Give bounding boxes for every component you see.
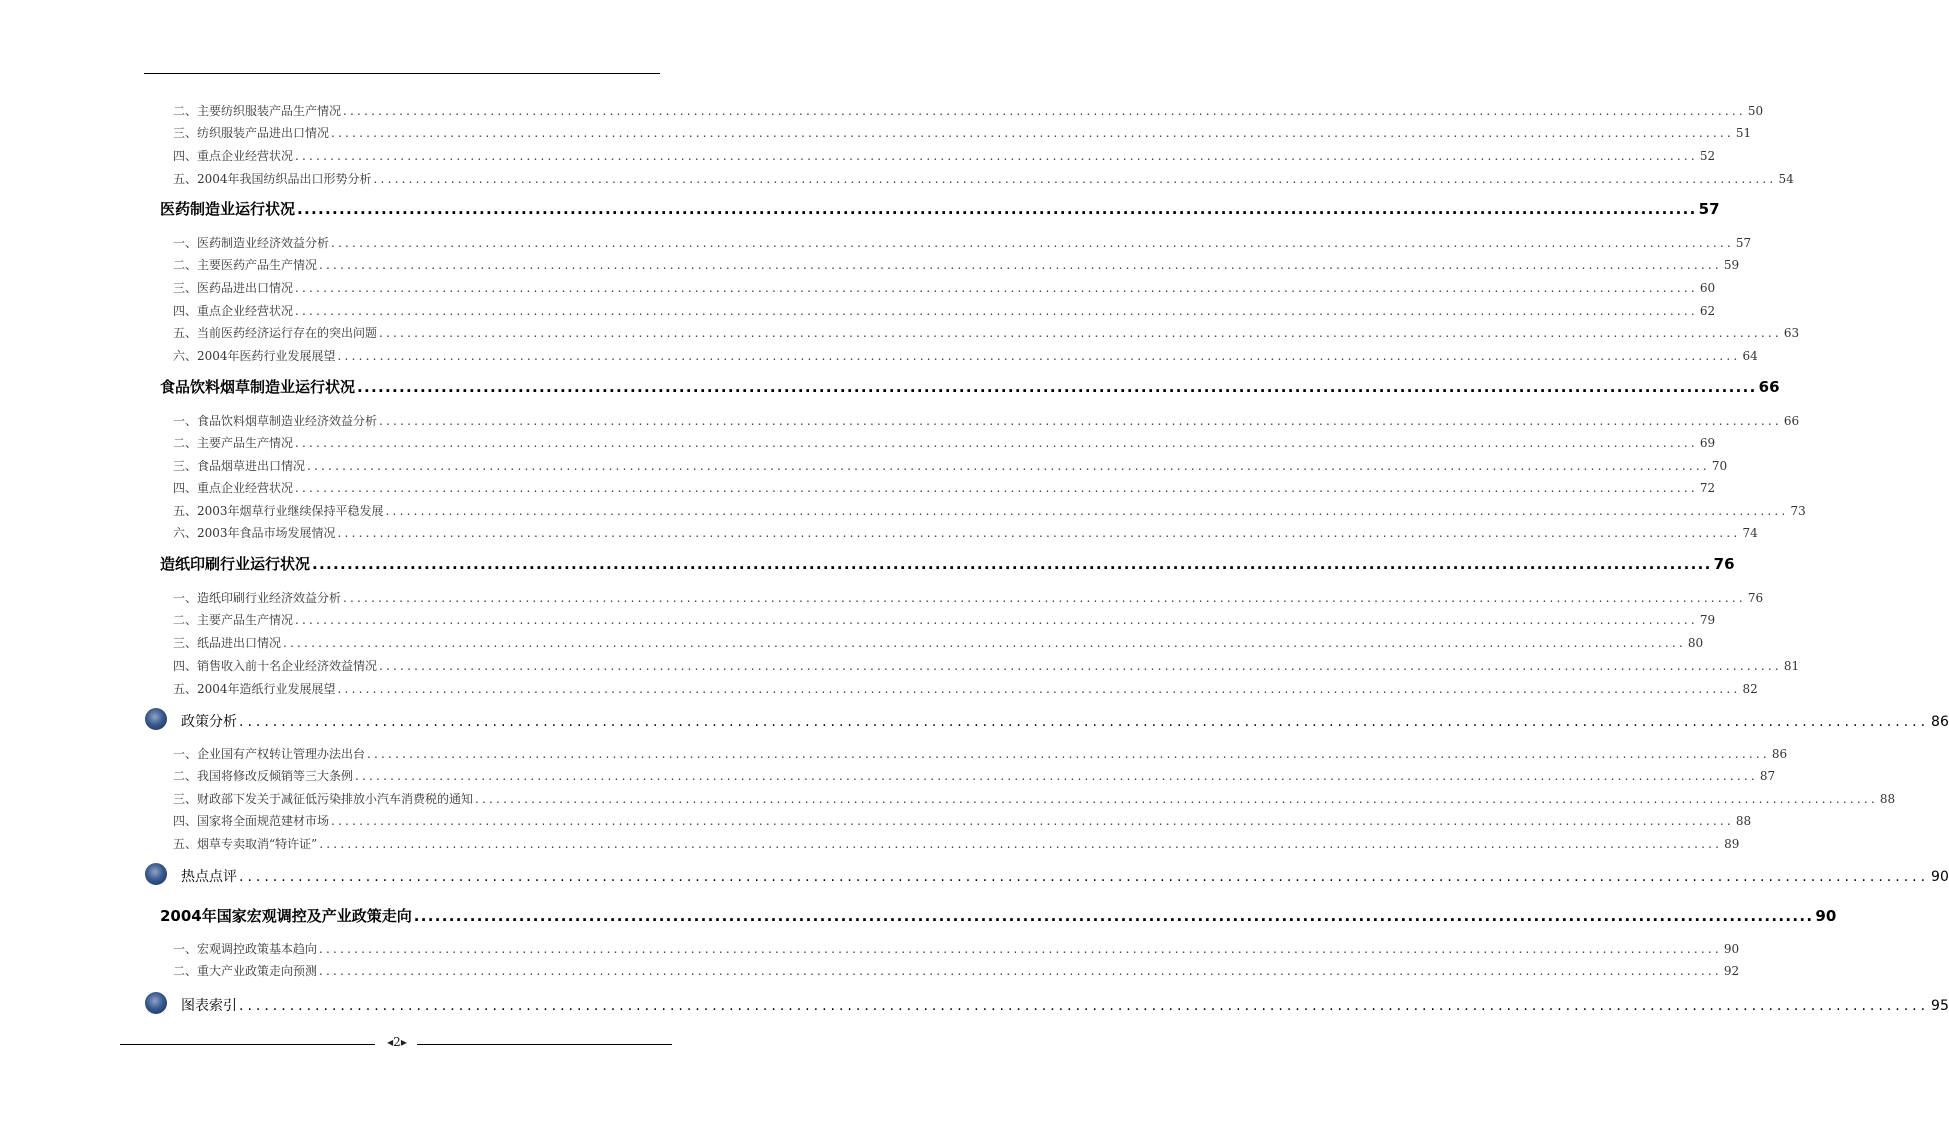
toc-subentry[interactable]: [173, 147, 1716, 163]
dot-leader: ........................................................................................................................................................................................................: [239, 714, 1930, 730]
toc-page-number: 76: [1747, 591, 1764, 605]
dot-leader: ........................................................................................................................................................................................................: [343, 104, 1746, 118]
toc-page-number: 51: [1735, 126, 1752, 140]
toc-page-number: 52: [1699, 149, 1716, 163]
toc-page-number: 72: [1699, 481, 1716, 495]
dot-leader: ........................................................................................................................................................................................................: [319, 258, 1722, 272]
toc-page-number: 92: [1723, 964, 1740, 978]
dot-leader: ........................................................................................................................................................................................................: [295, 436, 1698, 450]
toc-page-number: 88: [1879, 792, 1896, 806]
toc-page-number: 64: [1742, 349, 1758, 363]
toc-entry-label: 五、烟草专卖取消“特许证”: [173, 837, 318, 851]
toc-page-number: 60: [1699, 281, 1716, 295]
toc-page-number: 50: [1747, 104, 1764, 118]
dot-leader: ........................................................................................................................................................................................................: [475, 792, 1878, 806]
dot-leader: ........................................................................................................................................................................................................: [355, 769, 1758, 783]
toc-entry-label: 食品饮料烟草制造业运行状况: [160, 378, 356, 396]
dot-leader: ........................................................................................................................................................................................................: [379, 659, 1782, 673]
dot-leader: ........................................................................................................................................................................................................: [385, 504, 1789, 518]
toc-entry-label: 一、造纸印刷行业经济效益分析: [173, 591, 342, 605]
toc-entry-label: 三、纺织服装产品进出口情况: [173, 126, 330, 140]
toc-subentry[interactable]: [173, 502, 1806, 518]
footer-rule-left: [120, 1044, 375, 1045]
toc-entry-label: 四、重点企业经营状况: [173, 149, 294, 163]
dot-leader: ........................................................................................................................................................................................................: [307, 459, 1710, 473]
toc-subentry[interactable]: [173, 962, 1740, 978]
toc-entry-label: 四、重点企业经营状况: [173, 481, 294, 495]
toc-subentry[interactable]: [173, 256, 1740, 272]
toc-subentry[interactable]: [173, 745, 1788, 761]
toc-subentry[interactable]: [173, 611, 1716, 627]
dot-leader: ........................................................................................................................................................................................................: [239, 869, 1930, 885]
toc-entry-label: 三、财政部下发关于减征低污染排放小汽车消费税的通知: [173, 792, 474, 806]
dot-leader: ........................................................................................................................................................................................................: [331, 126, 1734, 140]
toc-page-number: 59: [1723, 258, 1740, 272]
dot-leader: ........................................................................................................................................................................................................: [319, 837, 1723, 851]
dot-leader: ........................................................................................................................................................................................................: [319, 942, 1722, 956]
toc-entry-label: 一、企业国有产权转让管理办法出台: [173, 747, 366, 761]
dot-leader: ........................................................................................................................................................................................................: [297, 200, 1697, 218]
toc-entry-label: 六、2003年食品市场发展情况: [173, 526, 336, 540]
toc-page-number: 87: [1759, 769, 1776, 783]
toc-subentry[interactable]: [173, 812, 1752, 828]
dot-leader: ........................................................................................................................................................................................................: [283, 636, 1686, 650]
toc-section-heading[interactable]: [160, 198, 1720, 218]
toc-entry-label: 图表索引: [181, 998, 237, 1014]
dot-leader: ........................................................................................................................................................................................................: [413, 907, 1814, 925]
toc-page-number: 88: [1735, 814, 1752, 828]
toc-page-number: 86: [1771, 747, 1788, 761]
toc-entry-label: 五、2004年造纸行业发展展望: [173, 682, 336, 696]
toc-subentry[interactable]: [173, 279, 1716, 295]
toc-subentry[interactable]: [173, 479, 1716, 495]
dot-leader: ........................................................................................................................................................................................................: [295, 281, 1698, 295]
dot-leader: ........................................................................................................................................................................................................: [295, 481, 1698, 495]
toc-entry-label: 三、食品烟草进出口情况: [173, 459, 306, 473]
toc-entry-label: 五、当前医药经济运行存在的突出问题: [173, 326, 378, 340]
dot-leader: ........................................................................................................................................................................................................: [367, 747, 1770, 761]
dot-leader: ........................................................................................................................................................................................................: [343, 591, 1746, 605]
toc-entry-label: 2004年国家宏观调控及产业政策走向: [160, 907, 412, 925]
toc-subentry[interactable]: [173, 234, 1752, 250]
toc-entry-label: 二、主要医药产品生产情况: [173, 258, 318, 272]
toc-entry-label: 热点点评: [181, 869, 237, 885]
dot-leader: ........................................................................................................................................................................................................: [295, 304, 1698, 318]
toc-entry-label: 医药制造业运行状况: [160, 200, 296, 218]
header-rule: [144, 73, 660, 74]
dot-leader: ........................................................................................................................................................................................................: [295, 149, 1698, 163]
toc-subentry[interactable]: [173, 412, 1800, 428]
toc-page-number: 73: [1790, 504, 1806, 518]
blue-sphere-bullet-icon: [145, 863, 167, 885]
blue-sphere-bullet-icon: [145, 708, 167, 730]
dot-leader: ........................................................................................................................................................................................................: [337, 349, 1741, 363]
toc-page-number: 82: [1742, 682, 1758, 696]
toc-page-number: 90: [1931, 869, 1949, 885]
toc-subentry[interactable]: [173, 835, 1740, 851]
dot-leader: ........................................................................................................................................................................................................: [337, 526, 1741, 540]
toc-subentry[interactable]: [173, 124, 1752, 140]
toc-page-number: 80: [1687, 636, 1704, 650]
toc-section-heading[interactable]: [160, 553, 1735, 573]
toc-page-number: 57: [1698, 200, 1720, 218]
toc-entry-label: 四、销售收入前十名企业经济效益情况: [173, 659, 378, 673]
toc-entry-label: 二、重大产业政策走向预测: [173, 964, 318, 978]
toc-entry-label: 六、2004年医药行业发展展望: [173, 349, 336, 363]
toc-subentry[interactable]: [173, 302, 1716, 318]
toc-entry-label: 三、纸品进出口情况: [173, 636, 282, 650]
toc-section-heading[interactable]: [181, 711, 1949, 731]
toc-page-number: 69: [1699, 436, 1716, 450]
dot-leader: ........................................................................................................................................................................................................: [312, 555, 1712, 573]
toc-subentry[interactable]: [173, 657, 1800, 673]
toc-page-number: 63: [1783, 326, 1800, 340]
toc-page-number: 76: [1713, 555, 1735, 573]
toc-subentry[interactable]: [173, 790, 1896, 806]
toc-entry-label: 一、医药制造业经济效益分析: [173, 236, 330, 250]
toc-entry-label: 五、2004年我国纺织品出口形势分析: [173, 172, 372, 186]
footer-rule-right: [417, 1044, 672, 1045]
toc-page-number: 81: [1783, 659, 1800, 673]
toc-entry-label: 造纸印刷行业运行状况: [160, 555, 311, 573]
toc-subentry[interactable]: [173, 589, 1764, 605]
toc-entry-label: 一、宏观调控政策基本趋向: [173, 942, 318, 956]
toc-section-heading[interactable]: [181, 866, 1949, 886]
toc-entry-label: 二、主要产品生产情况: [173, 436, 294, 450]
toc-page-number: 57: [1735, 236, 1752, 250]
toc-page-number: 70: [1711, 459, 1728, 473]
toc-subentry[interactable]: [173, 324, 1800, 340]
toc-page-number: 90: [1723, 942, 1740, 956]
toc-subentry[interactable]: [173, 524, 1758, 540]
toc-entry-label: 三、医药品进出口情况: [173, 281, 294, 295]
toc-section-heading[interactable]: [160, 376, 1780, 396]
toc-subentry[interactable]: [173, 634, 1704, 650]
toc-page-number: 66: [1783, 414, 1800, 428]
toc-section-heading[interactable]: [181, 995, 1949, 1015]
toc-subentry[interactable]: [173, 347, 1758, 363]
toc-subentry[interactable]: [173, 940, 1740, 956]
toc-entry-label: 二、主要产品生产情况: [173, 613, 294, 627]
dot-leader: ........................................................................................................................................................................................................: [331, 236, 1734, 250]
toc-page-number: 95: [1931, 998, 1949, 1014]
dot-leader: ........................................................................................................................................................................................................: [373, 172, 1777, 186]
toc-page-number: 54: [1778, 172, 1794, 186]
toc-entry-label: 五、2003年烟草行业继续保持平稳发展: [173, 504, 384, 518]
toc-page-number: 90: [1815, 907, 1837, 925]
toc-subentry[interactable]: [173, 434, 1716, 450]
page-number: ◂2▸: [387, 1035, 407, 1049]
dot-leader: ........................................................................................................................................................................................................: [319, 964, 1722, 978]
dot-leader: ........................................................................................................................................................................................................: [295, 613, 1698, 627]
toc-entry-label: 四、国家将全面规范建材市场: [173, 814, 330, 828]
dot-leader: ........................................................................................................................................................................................................: [379, 326, 1782, 340]
toc-subentry[interactable]: [173, 102, 1764, 118]
toc-page-number: 74: [1742, 526, 1758, 540]
toc-entry-label: 二、主要纺织服装产品生产情况: [173, 104, 342, 118]
dot-leader: ........................................................................................................................................................................................................: [357, 378, 1757, 396]
toc-subentry[interactable]: [173, 767, 1776, 783]
toc-page-number: 62: [1699, 304, 1716, 318]
toc-subentry[interactable]: [173, 680, 1758, 696]
toc-page-number: 79: [1699, 613, 1716, 627]
toc-entry-label: 二、我国将修改反倾销等三大条例: [173, 769, 354, 783]
toc-entry-label: 四、重点企业经营状况: [173, 304, 294, 318]
toc-entry-label: 政策分析: [181, 714, 237, 730]
dot-leader: ........................................................................................................................................................................................................: [239, 998, 1930, 1014]
toc-entry-label: 一、食品饮料烟草制造业经济效益分析: [173, 414, 378, 428]
toc-subentry[interactable]: [173, 457, 1728, 473]
toc-subentry[interactable]: [173, 170, 1794, 186]
toc-page-number: 66: [1758, 378, 1780, 396]
toc-page-number: 89: [1724, 837, 1740, 851]
dot-leader: ........................................................................................................................................................................................................: [331, 814, 1734, 828]
dot-leader: ........................................................................................................................................................................................................: [337, 682, 1741, 696]
blue-sphere-bullet-icon: [145, 992, 167, 1014]
toc-page-number: 86: [1931, 714, 1949, 730]
toc-section-heading[interactable]: [160, 905, 1837, 925]
dot-leader: ........................................................................................................................................................................................................: [379, 414, 1782, 428]
